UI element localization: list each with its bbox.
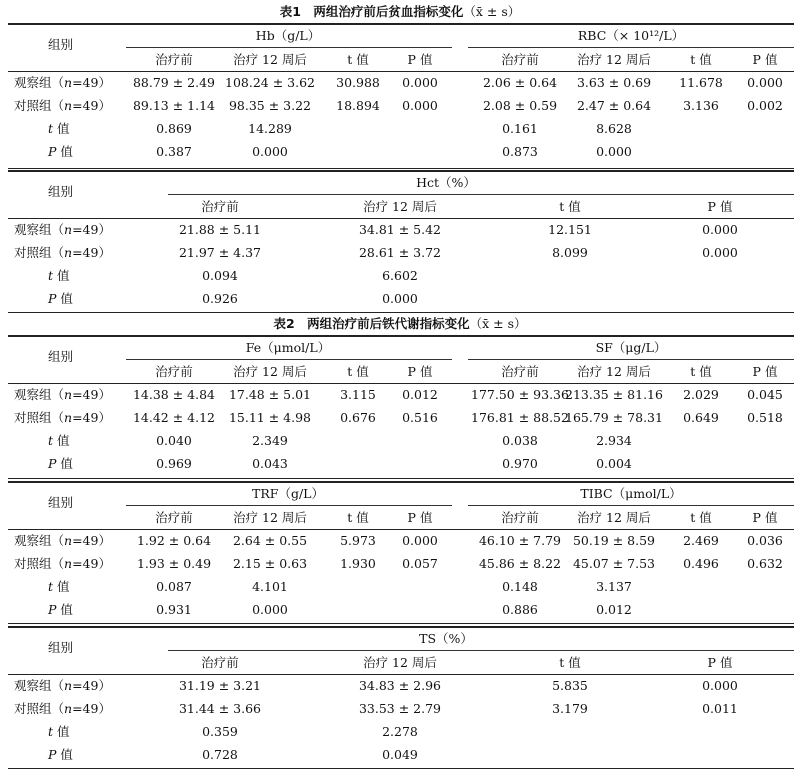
table-cell: 3.136 (683, 98, 719, 113)
table1-block-hct (8, 170, 794, 313)
table-cell: 0.000 (402, 98, 438, 113)
time-column-header: 治疗 12 周后 (577, 52, 651, 67)
table-cell: 0.000 (747, 75, 783, 90)
row-label-italic: t (48, 579, 54, 594)
table-cell: 2.278 (382, 724, 418, 739)
group-rule (168, 194, 794, 195)
row-label (48, 579, 70, 595)
row-label-italic: t (48, 724, 54, 739)
time-column-header: 治疗前 (501, 364, 539, 379)
table-cell: 2.15 ± 0.63 (232, 556, 308, 571)
row-label (14, 533, 111, 549)
row-label-suffix: =49） (72, 533, 111, 548)
stat-column-header: P 值 (407, 510, 433, 525)
row-label (48, 121, 70, 137)
table-cell: 0.926 (202, 291, 238, 306)
group-b-rule (468, 47, 794, 48)
row-label-suffix: =49） (72, 222, 111, 237)
row-label (14, 222, 111, 238)
table-cell: 15.11 ± 4.98 (228, 410, 312, 425)
table-cell: 8.099 (552, 245, 588, 260)
table1-title-suffix: （x̄ ± s） (463, 4, 521, 19)
table-cell: 1.930 (340, 556, 376, 571)
table-cell: 14.289 (248, 121, 292, 136)
row-label-italic: P (48, 291, 57, 306)
row-label (48, 291, 73, 307)
row-header-label: 组别 (48, 184, 74, 199)
bottom-rule (8, 312, 794, 313)
table-cell: 0.000 (702, 678, 738, 693)
stat-column-header: P 值 (707, 655, 733, 670)
table-cell: 0.000 (402, 75, 438, 90)
bottom-rule (8, 168, 794, 169)
table-cell: 89.13 ± 1.14 (132, 98, 216, 113)
table-cell: 0.038 (502, 433, 538, 448)
time-column-header: 治疗 12 周后 (577, 364, 651, 379)
table-cell: 2.029 (683, 387, 719, 402)
group-a-header: Hb（g/L） (255, 28, 321, 43)
row-label (14, 387, 111, 403)
table-cell: 0.969 (156, 456, 192, 471)
time-column-header: 治疗前 (155, 364, 193, 379)
table-cell: 6.602 (382, 268, 418, 283)
table-cell: 0.045 (747, 387, 783, 402)
group-b-header: SF（μg/L） (595, 340, 667, 355)
row-label-prefix: 观察组（ (14, 75, 65, 90)
row-label-italic: n (64, 410, 73, 425)
time-column-header: 治疗前 (201, 199, 239, 214)
stat-column-header: t 值 (347, 52, 369, 67)
table-cell: 0.002 (747, 98, 783, 113)
table-cell: 1.92 ± 0.64 (136, 533, 212, 548)
row-label-suffix: 值 (56, 602, 73, 617)
row-label-suffix: =49） (72, 75, 111, 90)
stat-column-header: P 值 (707, 199, 733, 214)
table-cell: 0.012 (402, 387, 438, 402)
time-column-header: 治疗前 (155, 52, 193, 67)
header-rule (8, 218, 794, 219)
table2-block-trf-tibc (8, 481, 794, 624)
row-label-italic: P (48, 602, 57, 617)
row-label-prefix: 观察组（ (14, 678, 65, 693)
table-cell: 4.101 (252, 579, 288, 594)
group-b-header: TIBC（μmol/L） (580, 486, 682, 501)
table-cell: 0.036 (747, 533, 783, 548)
row-header-label: 组别 (48, 495, 74, 510)
time-column-header: 治疗前 (155, 510, 193, 525)
table-cell: 0.387 (156, 144, 192, 159)
table2-title-text: 表2 两组治疗前后铁代谢指标变化 (273, 316, 470, 331)
group-rule (168, 650, 794, 651)
row-label-italic: n (64, 222, 73, 237)
table2-block-fe-sf (8, 335, 794, 479)
table-cell: 2.934 (596, 433, 632, 448)
row-label-italic: n (64, 245, 73, 260)
table-cell: 45.86 ± 8.22 (478, 556, 562, 571)
table-cell: 0.000 (382, 291, 418, 306)
table1-title (0, 4, 800, 20)
row-label (48, 268, 70, 284)
row-label (14, 701, 111, 717)
table-cell: 0.632 (747, 556, 783, 571)
row-label-suffix: 值 (56, 291, 73, 306)
table-cell: 0.970 (502, 456, 538, 471)
table-cell: 0.000 (702, 245, 738, 260)
table-cell: 0.012 (596, 602, 632, 617)
row-label-suffix: =49） (72, 387, 111, 402)
table-cell: 31.44 ± 3.66 (178, 701, 262, 716)
table-cell: 0.043 (252, 456, 288, 471)
row-label-italic: P (48, 456, 57, 471)
table-cell: 45.07 ± 7.53 (572, 556, 656, 571)
row-label-suffix: 值 (56, 456, 73, 471)
table-cell: 18.894 (336, 98, 380, 113)
row-label (48, 144, 73, 160)
row-label (14, 410, 111, 426)
indicator-header: Hct（%） (416, 175, 476, 190)
table-cell: 5.973 (340, 533, 376, 548)
row-label-prefix: 对照组（ (14, 410, 65, 425)
table-cell: 2.64 ± 0.55 (232, 533, 308, 548)
stat-column-header: P 值 (407, 364, 433, 379)
header-rule (8, 674, 794, 675)
row-header-label: 组别 (48, 37, 74, 52)
table-cell: 14.42 ± 4.12 (132, 410, 216, 425)
stat-column-header: t 值 (347, 510, 369, 525)
table-cell: 0.931 (156, 602, 192, 617)
row-label-suffix: 值 (56, 144, 73, 159)
table-cell: 3.179 (552, 701, 588, 716)
table-cell: 3.63 ± 0.69 (576, 75, 652, 90)
table-cell: 176.81 ± 88.52 (471, 410, 569, 425)
row-label-suffix: =49） (72, 678, 111, 693)
table-cell: 0.000 (596, 144, 632, 159)
table-cell: 3.115 (340, 387, 376, 402)
table-cell: 0.049 (382, 747, 418, 762)
table-cell: 98.35 ± 3.22 (228, 98, 312, 113)
table-cell: 2.08 ± 0.59 (482, 98, 558, 113)
table-cell: 17.48 ± 5.01 (228, 387, 312, 402)
header-rule (8, 71, 794, 72)
table-cell: 165.79 ± 78.31 (565, 410, 663, 425)
row-label-suffix: =49） (72, 98, 111, 113)
table-cell: 2.469 (683, 533, 719, 548)
stat-column-header: t 值 (559, 655, 581, 670)
bottom-rule (8, 768, 794, 769)
table-cell: 108.24 ± 3.62 (225, 75, 315, 90)
header-rule (8, 383, 794, 384)
time-column-header: 治疗前 (501, 52, 539, 67)
table-cell: 0.000 (252, 602, 288, 617)
bottom-rule (8, 623, 794, 624)
row-label-italic: n (64, 678, 73, 693)
row-label-suffix: =49） (72, 701, 111, 716)
row-header-label: 组别 (48, 349, 74, 364)
table-cell: 12.151 (548, 222, 592, 237)
table-cell: 0.011 (702, 701, 738, 716)
row-label-suffix: 值 (53, 433, 70, 448)
table-cell: 0.728 (202, 747, 238, 762)
row-label-suffix: 值 (53, 724, 70, 739)
group-a-header: Fe（μmol/L） (245, 340, 331, 355)
table-cell: 0.873 (502, 144, 538, 159)
header-rule (8, 529, 794, 530)
table-cell: 88.79 ± 2.49 (132, 75, 216, 90)
row-label (14, 98, 111, 114)
table-cell: 0.087 (156, 579, 192, 594)
stat-column-header: t 值 (690, 510, 712, 525)
row-label (48, 602, 73, 618)
table-cell: 1.93 ± 0.49 (136, 556, 212, 571)
row-label-prefix: 观察组（ (14, 387, 65, 402)
top-rule (8, 23, 794, 25)
row-label-italic: n (64, 387, 73, 402)
group-b-header: RBC（× 10¹²/L） (577, 28, 685, 43)
group-b-rule (468, 505, 794, 506)
row-label-italic: n (64, 75, 73, 90)
time-column-header: 治疗 12 周后 (233, 364, 307, 379)
top-rule (8, 335, 794, 337)
top-rule (8, 626, 794, 628)
time-column-header: 治疗 12 周后 (577, 510, 651, 525)
table-cell: 0.094 (202, 268, 238, 283)
table2-title (0, 316, 800, 332)
table-cell: 0.496 (683, 556, 719, 571)
row-label (48, 456, 73, 472)
table-cell: 0.516 (402, 410, 438, 425)
group-a-header: TRF（g/L） (252, 486, 324, 501)
row-label-italic: t (48, 268, 54, 283)
table-cell: 0.359 (202, 724, 238, 739)
group-a-rule (126, 47, 452, 48)
row-label-prefix: 对照组（ (14, 98, 65, 113)
stat-column-header: t 值 (690, 52, 712, 67)
time-column-header: 治疗 12 周后 (233, 52, 307, 67)
stat-column-header: P 值 (407, 52, 433, 67)
row-label-suffix: =49） (72, 410, 111, 425)
row-label (14, 678, 111, 694)
table-cell: 34.83 ± 2.96 (358, 678, 442, 693)
table-cell: 28.61 ± 3.72 (358, 245, 442, 260)
table-cell: 5.835 (552, 678, 588, 693)
table-cell: 21.97 ± 4.37 (178, 245, 262, 260)
row-label-suffix: =49） (72, 245, 111, 260)
table-cell: 0.040 (156, 433, 192, 448)
table-cell: 0.676 (340, 410, 376, 425)
row-label-suffix: =49） (72, 556, 111, 571)
table-cell: 3.137 (596, 579, 632, 594)
group-b-rule (468, 359, 794, 360)
time-column-header: 治疗 12 周后 (363, 655, 437, 670)
row-label-prefix: 观察组（ (14, 222, 65, 237)
stat-column-header: P 值 (752, 52, 778, 67)
row-label (14, 75, 111, 91)
time-column-header: 治疗前 (501, 510, 539, 525)
table-cell: 0.161 (502, 121, 538, 136)
table1-block-hb-rbc (8, 23, 794, 169)
table-cell: 0.004 (596, 456, 632, 471)
row-label (48, 433, 70, 449)
row-label-italic: t (48, 433, 54, 448)
table2-block-ts (8, 626, 794, 769)
table1-title-text: 表1 两组治疗前后贫血指标变化 (279, 4, 464, 19)
row-label-suffix: 值 (53, 268, 70, 283)
row-label-italic: P (48, 747, 57, 762)
table-cell: 21.88 ± 5.11 (178, 222, 262, 237)
table-cell: 0.000 (402, 533, 438, 548)
row-label (48, 747, 73, 763)
row-label-italic: n (64, 556, 73, 571)
table-cell: 0.518 (747, 410, 783, 425)
top-rule (8, 481, 794, 483)
table-cell: 0.649 (683, 410, 719, 425)
stat-column-header: P 值 (752, 364, 778, 379)
table-cell: 0.000 (702, 222, 738, 237)
row-label-prefix: 对照组（ (14, 701, 65, 716)
table-cell: 14.38 ± 4.84 (132, 387, 216, 402)
table-cell: 0.148 (502, 579, 538, 594)
table-cell: 50.19 ± 8.59 (572, 533, 656, 548)
row-label-italic: P (48, 144, 57, 159)
bottom-rule (8, 478, 794, 479)
table-cell: 11.678 (679, 75, 723, 90)
row-label-prefix: 观察组（ (14, 533, 65, 548)
table-cell: 177.50 ± 93.36 (471, 387, 569, 402)
row-label-prefix: 对照组（ (14, 556, 65, 571)
group-a-rule (126, 359, 452, 360)
row-label-suffix: 值 (53, 121, 70, 136)
time-column-header: 治疗 12 周后 (363, 199, 437, 214)
stat-column-header: t 值 (559, 199, 581, 214)
time-column-header: 治疗 12 周后 (233, 510, 307, 525)
row-label-suffix: 值 (53, 579, 70, 594)
table-cell: 0.000 (252, 144, 288, 159)
table-cell: 8.628 (596, 121, 632, 136)
row-label (14, 556, 111, 572)
indicator-header: TS（%） (419, 631, 473, 646)
table-cell: 31.19 ± 3.21 (178, 678, 262, 693)
table-cell: 213.35 ± 81.16 (565, 387, 663, 402)
row-label-italic: n (64, 98, 73, 113)
row-label (48, 724, 70, 740)
table-cell: 2.06 ± 0.64 (482, 75, 558, 90)
group-a-rule (126, 505, 452, 506)
table-cell: 30.988 (336, 75, 380, 90)
time-column-header: 治疗前 (201, 655, 239, 670)
table-cell: 34.81 ± 5.42 (358, 222, 442, 237)
row-label-suffix: 值 (56, 747, 73, 762)
stat-column-header: P 值 (752, 510, 778, 525)
row-label-italic: n (64, 701, 73, 716)
top-rule (8, 170, 794, 172)
table-cell: 0.869 (156, 121, 192, 136)
row-label-prefix: 对照组（ (14, 245, 65, 260)
row-label-italic: t (48, 121, 54, 136)
table-cell: 46.10 ± 7.79 (478, 533, 562, 548)
stat-column-header: t 值 (690, 364, 712, 379)
stat-column-header: t 值 (347, 364, 369, 379)
table-cell: 2.47 ± 0.64 (576, 98, 652, 113)
row-label (14, 245, 111, 261)
row-header-label: 组别 (48, 640, 74, 655)
table-cell: 2.349 (252, 433, 288, 448)
table-cell: 0.886 (502, 602, 538, 617)
table-cell: 33.53 ± 2.79 (358, 701, 442, 716)
table2-title-suffix: （x̄ ± s） (469, 316, 527, 331)
row-label-italic: n (64, 533, 73, 548)
table-cell: 0.057 (402, 556, 438, 571)
